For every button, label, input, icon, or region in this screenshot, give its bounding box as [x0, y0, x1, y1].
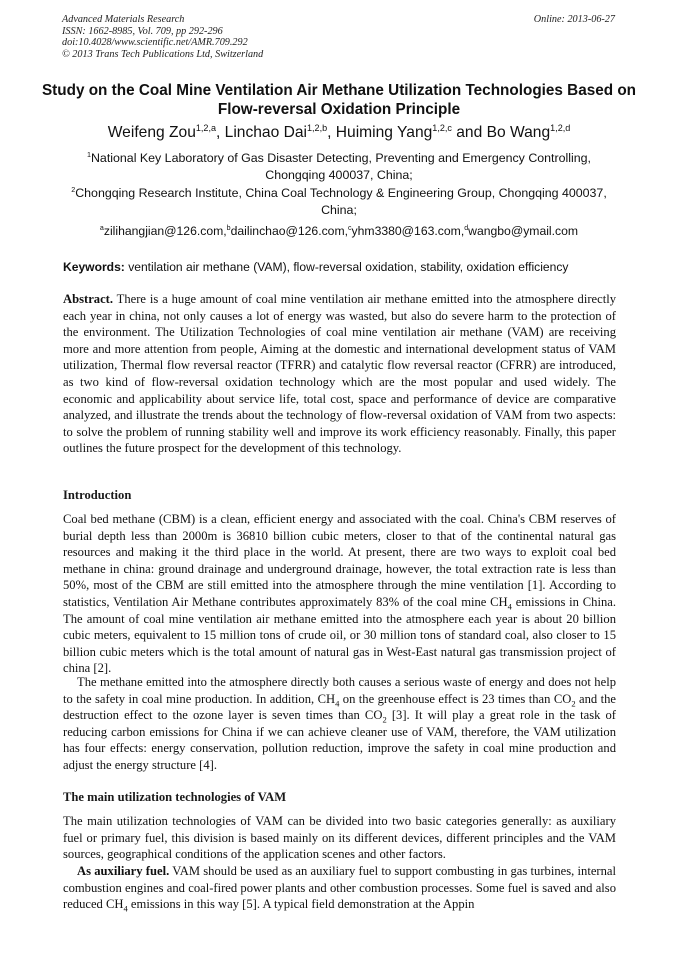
- introduction-heading: Introduction: [63, 488, 132, 502]
- abstract-label: Abstract.: [63, 292, 114, 306]
- subscript: 4: [335, 698, 340, 709]
- email-separator: ,: [460, 224, 465, 238]
- issn-line: ISSN: 1662-8985, Vol. 709, pp 292-296: [62, 25, 223, 37]
- email-sup: a: [99, 224, 104, 232]
- affiliation-text: National Key Laboratory of Gas Disaster Detecting, Preventing and Emergency Controlling, Chongqing 400037, China;: [90, 151, 591, 182]
- keywords-text: ventilation air methane (VAM), flow-reversal oxidation, stability, oxidation efficiency: [124, 260, 569, 274]
- author-name: Bo Wang: [486, 124, 551, 141]
- affiliation-sup: 1: [86, 149, 91, 159]
- email-address[interactable]: dailinchao@126.com: [230, 224, 345, 238]
- paragraph-text: Coal bed methane (CBM) is a clean, efficient energy and associated with the coal. China's CBM reserves of burial depth less than 2000m is 36810 billion cubic meters, closer to that of the continental natural gas resources and making it the third place in the world. At present, there are two ways to exploit coal bed methane in china: ground drainage and underground drainage, however, the total extraction rate is less than 50%, most of the CBM are still emitted into the atmosphere through the mine ventilation [1]. According to statistics, Ventilation Air Methane contributes approximately 83% of the coal mine CH: [63, 512, 616, 609]
- keywords-line: [63, 259, 618, 275]
- author-separator: ,: [327, 124, 336, 141]
- email-separator: ,: [223, 224, 227, 238]
- author-name: Linchao Dai: [224, 124, 308, 141]
- keywords-label: Keywords:: [63, 260, 125, 274]
- author-list: [40, 123, 638, 143]
- journal-header: [62, 14, 263, 60]
- auxiliary-fuel-label: As auxiliary fuel.: [77, 864, 170, 878]
- subscript: 2: [382, 714, 387, 725]
- paragraph-text: [3]. It will play a great role in the task of reducing carbon emissions for China if we can achieve cleaner use of VAM, therefore, the VAM utilization has four effects: energy conservation, pollution reduction, improve the safety in coal mine production and adjust the energy structure [4].: [63, 708, 617, 772]
- author-affil-sup: 1,2,b: [307, 122, 328, 133]
- subscript: 4: [123, 903, 128, 914]
- email-address[interactable]: wangbo@ymail.com: [468, 224, 579, 238]
- copyright-line: © 2013 Trans Tech Publications Ltd, Switzerland: [62, 48, 264, 60]
- paragraph-text: emissions in China. The amount of coal mine ventilation air methane emitted into the atmosphere each year is about 20 billion cubic meters, equivalent to 15 million tons of crude oil, or 30 million tons of standard coal, also closer to 15 billion cubic meters which is the total amount of natural gas in West-East natural gas transmission project of china [2].: [63, 594, 616, 676]
- author-separator: ,: [215, 124, 225, 141]
- email-separator: ,: [344, 224, 349, 238]
- email-sup: b: [226, 224, 231, 232]
- introduction-paragraph-1: [63, 511, 616, 677]
- affiliation-text: Chongqing Research Institute, China Coal Technology & Engineering Group, Chongqing 400037, China;: [75, 186, 607, 217]
- email-sup: d: [464, 224, 469, 232]
- author-name: Weifeng Zou: [107, 124, 196, 141]
- abstract-text: There is a huge amount of coal mine ventilation air methane emitted into the atmosphere directly each year in china, not only causes a lot of energy was wasted, but also do severe harm to the protection of the environment. The Utilization Technologies of coal mine ventilation air methane (VAM) are receiving more and more attention from people, Aiming at the domestic and international development status of VAM utilization, Thermal flow reversal reactor (TFRR) and catalytic flow reversal reactor (CFRR) are introduced, as two kind of flow-reversal oxidation technology which are the most popular and used widely. The economic and applicability about service life, total cost, space and performance of device are comparative analyzed, and illustrate the trends about the technology of flow-reversal oxidation of VAM from two aspects: to solve the problem of running stability well and improve its work efficiency reasonably. Finally, this paper outlines the future prospect for the development of this technology.: [63, 292, 616, 456]
- utilization-heading: The main utilization technologies of VAM: [63, 790, 287, 804]
- doi-line: doi:10.4028/www.scientific.net/AMR.709.292: [62, 37, 248, 49]
- online-date: Online: 2013-06-27: [533, 14, 615, 25]
- paragraph-text: The methane emitted into the atmosphere directly both causes a serious waste of energy and does not help to the safety in coal mine production. In addition, CH: [63, 675, 616, 706]
- email-sup: c: [348, 224, 352, 232]
- affiliation-1: [60, 150, 618, 183]
- paper-title: Study on the Coal Mine Ventilation Air Methane Utilization Technologies Based on Flow-reversal Oxidation Principle: [41, 82, 637, 118]
- author-affil-sup: 1,2,a: [195, 122, 216, 133]
- paragraph-text: on the greenhouse effect is 23 times than CO: [339, 691, 572, 706]
- paragraph-text: VAM should be used as an auxiliary fuel to support combusting in gas turbines, internal combustion engines and coal-fired power plants and other combustion processes. Some fuel is saved and also reduced CH: [63, 864, 616, 912]
- email-address[interactable]: yhm3380@163.com: [351, 224, 461, 238]
- email-list: [40, 223, 638, 239]
- paragraph-text: and the destruction effect to the ozone layer is seven times than CO: [63, 691, 616, 723]
- subscript: 2: [571, 698, 576, 709]
- author-affil-sup: 1,2,c: [432, 122, 452, 133]
- introduction-paragraph-2: [63, 674, 616, 774]
- utilization-paragraph-2: [63, 863, 616, 913]
- author-affil-sup: 1,2,d: [550, 122, 571, 133]
- author-separator: and: [451, 124, 487, 141]
- affiliation-sup: 2: [71, 184, 76, 194]
- author-name: Huiming Yang: [335, 124, 433, 141]
- subscript: 4: [507, 601, 512, 612]
- paragraph-text: emissions in this way [5]. A typical field demonstration at the Appin: [127, 897, 475, 912]
- journal-name: Advanced Materials Research: [62, 14, 185, 25]
- email-address[interactable]: zilihangjian@126.com: [103, 224, 224, 238]
- utilization-paragraph-1: The main utilization technologies of VAM can be divided into two basic categories generally: as auxiliary fuel or primary fuel, this division is based mainly on its different devices, different principles and the VAM sources, geographical conditions of the application scenes and other factors.: [63, 814, 616, 862]
- abstract-paragraph: [63, 291, 616, 457]
- affiliation-2: [60, 185, 618, 218]
